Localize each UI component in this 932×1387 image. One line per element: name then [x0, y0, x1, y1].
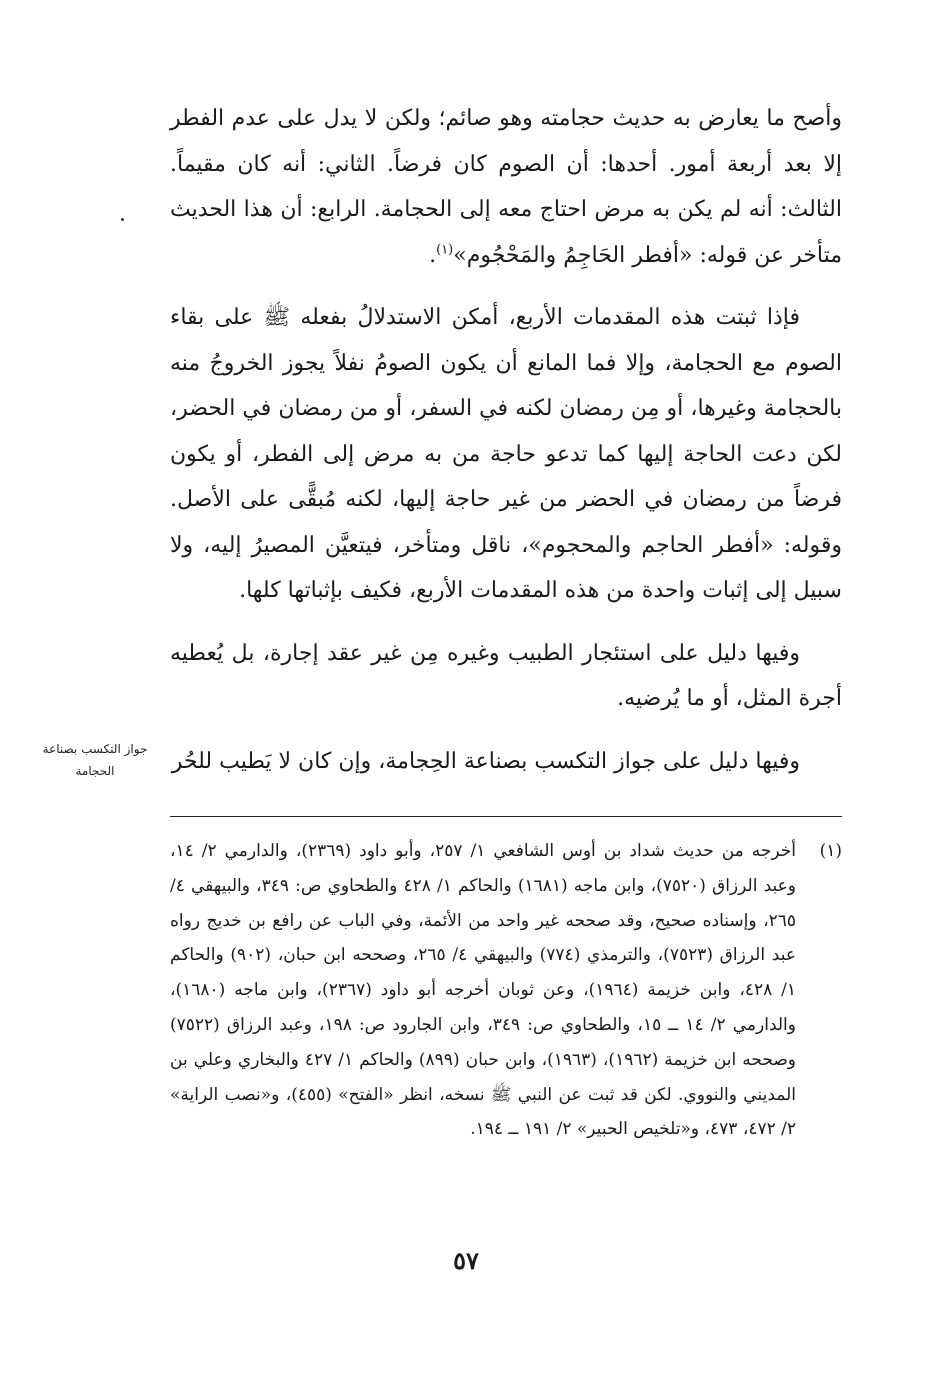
footnote-1 [170, 834, 842, 1147]
footnote-number: (١) [819, 841, 842, 861]
paragraph-2: فإذا ثبتت هذه المقدمات الأربع، أمكن الاستدلالُ بفعله ﷺ على بقاء الصوم مع الحجامة، وإلا فما المانع أن يكون الصومُ نفلاً يجوز الخروجُ منه بالحجامة وغيرها، أو مِن رمضان لكنه في السفر، أو من رمضان في الحضر، لكن دعت الحاجة إليها كما تدعو حاجة من به مرض إلى الفطر، أو يكون فرضاً من رمضان في الحضر من غير حاجة إليها، لكنه مُبقًّى على الأصل. وقوله: «أفطر الحاجم والمحجوم»، ناقل ومتأخر، فيتعيَّن المصيرُ إليه، ولا سبيل إلى إثبات واحدة من هذه المقدمات الأربع، فكيف بإثباتها كلها. [170, 305, 842, 603]
margin-note-line-2: الحجامة [75, 764, 115, 778]
footnote-reference-1[interactable]: (١) [436, 242, 454, 258]
paragraph-3: وفيها دليل على استئجار الطبيب وغيره مِن غير عقد إجارة، بل يُعطيه أجرة المثل، أو ما يُرضيه. [170, 640, 842, 711]
footnote-separator [170, 816, 842, 817]
paragraph-1-text: وأصح ما يعارض به حديث حجامته وهو صائم؛ ولكن لا يدل على عدم الفطر إلا بعد أربعة أمور. أحدها: أن الصوم كان فرضاً. الثاني: أنه كان مقيماً. الثالث: أنه لم يكن به مرض احتاج معه إلى الحجامة. الرابع: أن هذا الحديث متأخر عن قوله: «أفطر الحَاجِمُ والمَحْجُوم» [170, 106, 842, 268]
print-speck [121, 218, 124, 221]
footnote-text: أخرجه من حديث شداد بن أوس الشافعي ١/ ٢٥٧، وأبو داود (٢٣٦٩)، والدارمي ٢/ ١٤، وعبد الرزاق (٧٥٢٠)، وابن ماجه (١٦٨١) والحاكم ١/ ٤٢٨ والطحاوي ص: ٣٤٩، والبيهقي ٤/ ٢٦٥، وإسناده صحيح، وقد صححه غير واحد من الأئمة، وفي الباب عن رافع بن خديج رواه عبد الرزاق (٧٥٢٣)، والترمذي (٧٧٤) والبيهقي ٤/ ٢٦٥، وصححه ابن حبان، (٩٠٢) والحاكم ١/ ٤٢٨، وابن خزيمة (١٩٦٤)، وعن ثوبان أخرجه أبو داود (٢٣٦٧)، وابن ماجه (١٦٨٠)، والدارمي ٢/ ١٤ ــ ١٥، والطحاوي ص: ٣٤٩، وابن الجارود ص: ١٩٨، وعبد الرزاق (٧٥٢٢) وصححه ابن خزيمة (١٩٦٢)، (١٩٦٣)، وابن حبان (٨٩٩) والحاكم ١/ ٤٢٧ والبخاري وعلي بن المديني والنووي. لكن قد ثبت عن النبي ﷺ نسخه، انظر «الفتح» (٤٥٥)، و«نصب الراية» ٢/ ٤٧٢، ٤٧٣، و«تلخيص الحبير» ٢/ ١٩١ ــ ١٩٤. [170, 841, 797, 1140]
margin-note [30, 738, 160, 782]
main-text-body [170, 96, 842, 784]
paragraph-1-end: . [429, 242, 437, 268]
footnotes-section [170, 834, 842, 1147]
paragraph-4: وفيها دليل على جواز التكسب بصناعة الحِجامة، وإن كان لا يَطيب للحُر [171, 748, 800, 774]
page-number: ٥٧ [453, 1246, 479, 1275]
paragraph-1 [170, 96, 842, 278]
margin-note-line-1: جواز التكسب بصناعة [42, 742, 148, 756]
